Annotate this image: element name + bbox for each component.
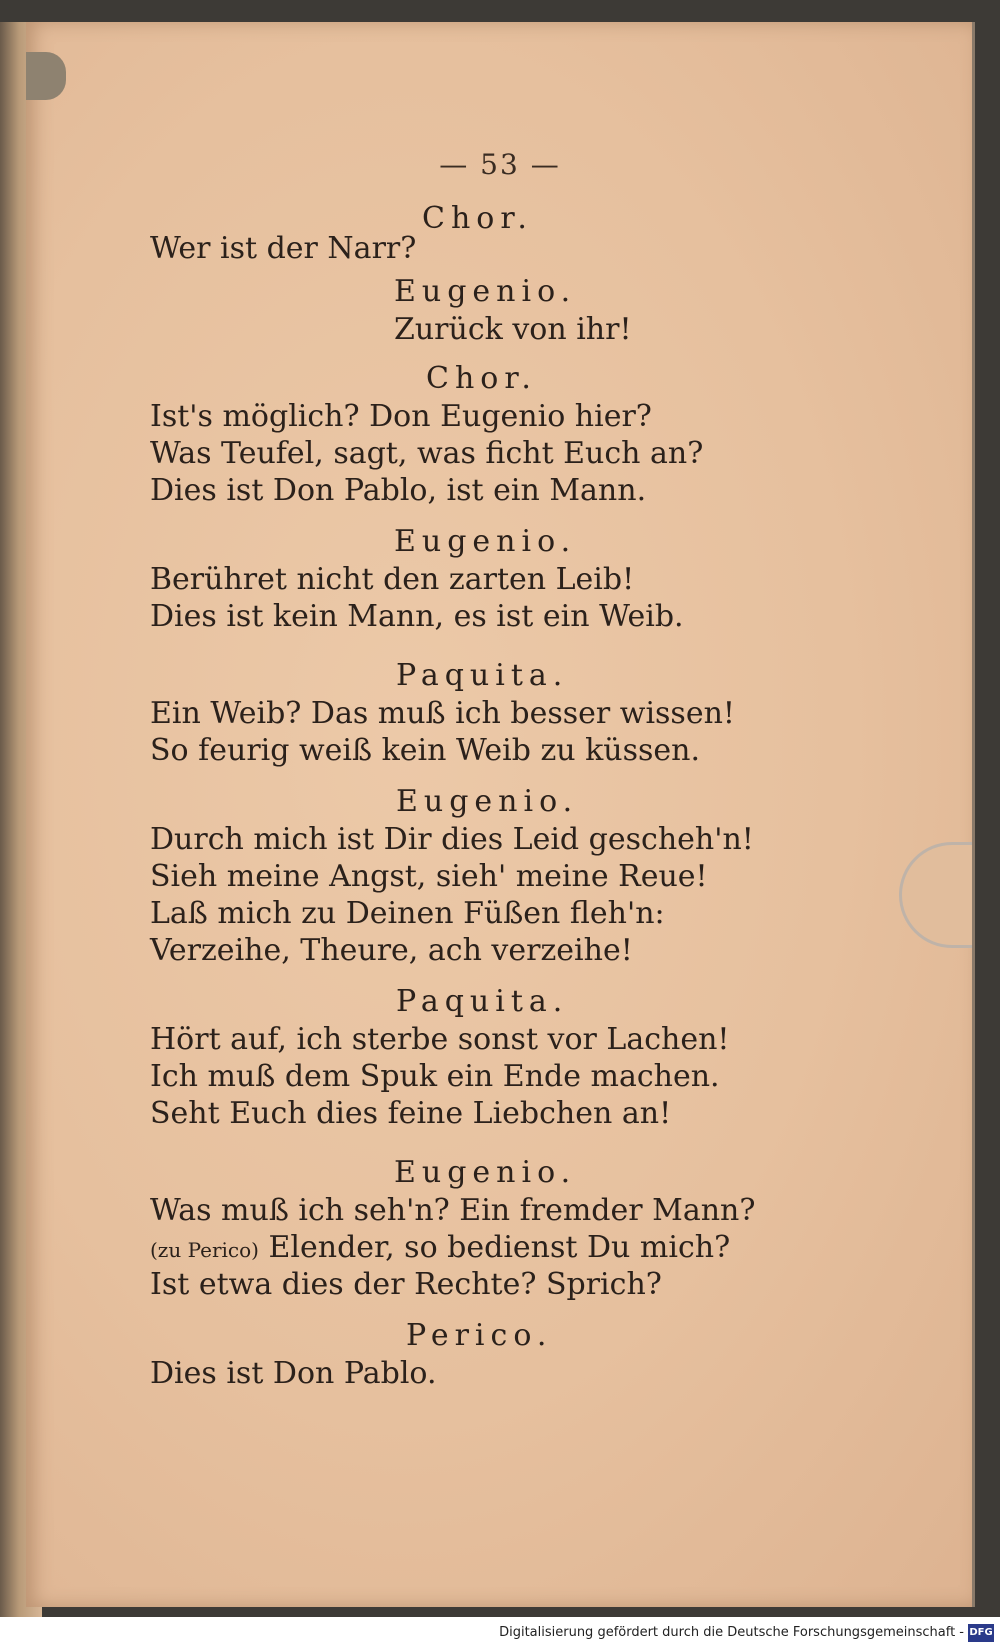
- verse-line: Was Teufel, sagt, was ficht Euch an?: [150, 436, 704, 471]
- verse-line: Hört auf, ich sterbe sonst vor Lachen!: [150, 1022, 730, 1057]
- speaker-label: Paquita.: [396, 658, 569, 693]
- funding-credit: Digitalisierung gefördert durch die Deutsche Forschungsgemeinschaft -: [499, 1625, 964, 1640]
- verse-line: Sieh meine Angst, sieh' meine Reue!: [150, 859, 708, 894]
- verse-line-text: Elender, so bedienst Du mich?: [268, 1230, 731, 1265]
- speaker-label: Eugenio.: [394, 274, 577, 309]
- verse-line: Berühret nicht den zarten Leib!: [150, 562, 635, 597]
- verse-line-with-stage-direction: [150, 1229, 910, 1266]
- speaker-label: Chor.: [426, 361, 537, 396]
- footer-bar: [0, 1617, 1000, 1651]
- verse-line: Seht Euch dies feine Liebchen an!: [150, 1096, 672, 1131]
- binding-mark: [26, 52, 66, 100]
- verse-line: Ist etwa dies der Rechte? Sprich?: [150, 1267, 662, 1302]
- speaker-label: Chor.: [422, 201, 533, 236]
- speaker-label: Eugenio.: [394, 524, 577, 559]
- verse-line: Dies ist Don Pablo.: [150, 1356, 437, 1391]
- verse-line: Ist's möglich? Don Eugenio hier?: [150, 399, 652, 434]
- verse-line: Was muß ich seh'n? Ein fremder Mann?: [150, 1193, 756, 1228]
- dfg-logo: DFG: [968, 1624, 994, 1642]
- speaker-label: Perico.: [406, 1318, 553, 1353]
- verse-line: Dies ist Don Pablo, ist ein Mann.: [150, 473, 647, 508]
- verse-line: Ich muß dem Spuk ein Ende machen.: [150, 1059, 720, 1094]
- page-number: — 53 —: [439, 148, 561, 181]
- speaker-label: Eugenio.: [394, 1155, 577, 1190]
- verse-line: Laß mich zu Deinen Füßen fleh'n:: [150, 896, 665, 931]
- verse-line: Zurück von ihr!: [394, 312, 632, 347]
- verse-line: Durch mich ist Dir dies Leid gescheh'n!: [150, 822, 754, 857]
- speaker-label: Eugenio.: [396, 784, 579, 819]
- verse-text: [150, 200, 910, 1392]
- verse-line: So feurig weiß kein Weib zu küssen.: [150, 733, 701, 768]
- verse-line: Verzeihe, Theure, ach verzeihe!: [150, 933, 633, 968]
- verse-line: Dies ist kein Mann, es ist ein Weib.: [150, 599, 684, 634]
- verse-line: Wer ist der Narr?: [150, 231, 417, 266]
- speaker-label: Paquita.: [396, 984, 569, 1019]
- verse-line: Ein Weib? Das muß ich besser wissen!: [150, 696, 735, 731]
- stage-direction: (zu Perico): [150, 1238, 259, 1262]
